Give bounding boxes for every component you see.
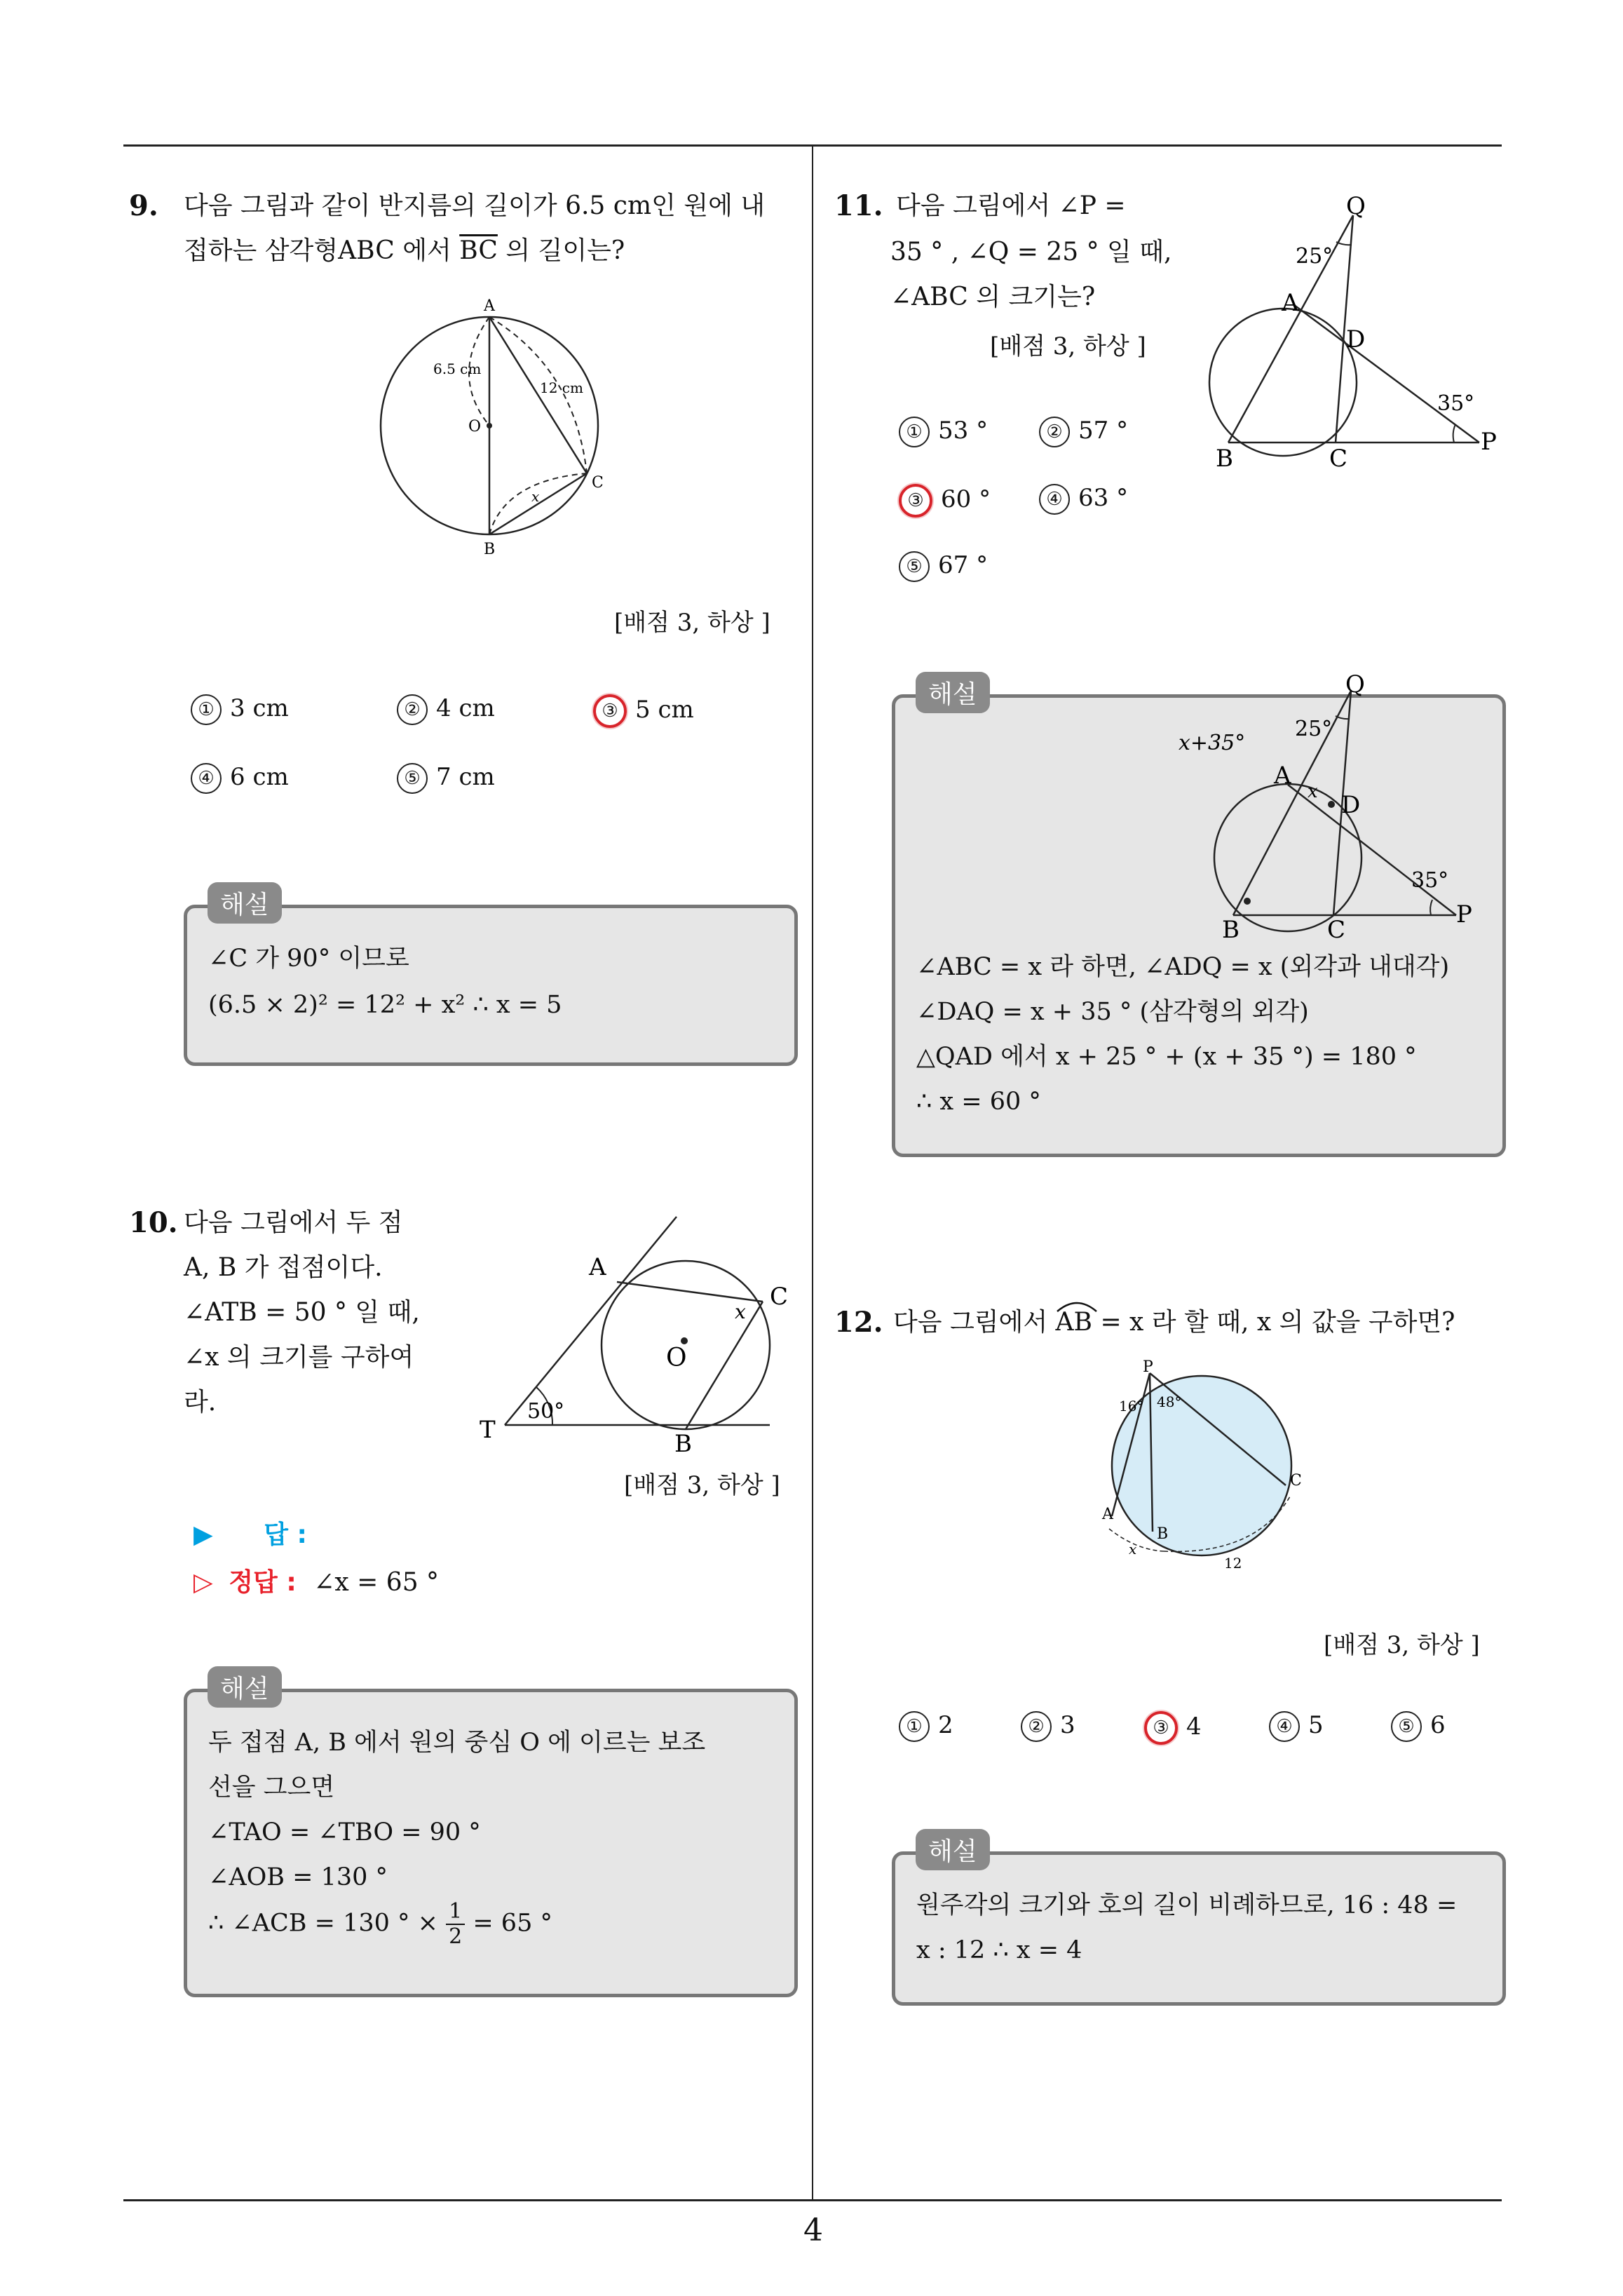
label-x: x (735, 1300, 746, 1323)
choice-1[interactable]: ① 3 cm (191, 694, 289, 725)
label-x: x (1129, 1541, 1137, 1558)
circle-triangle-figure (372, 291, 624, 561)
tangent-circle-figure (470, 1206, 799, 1459)
solution-line: x : 12 ∴ x = 4 (916, 1936, 1082, 1964)
label-x: x (1308, 781, 1318, 802)
choice-4[interactable]: ④ 5 (1269, 1711, 1324, 1742)
question-number: 10. (129, 1206, 178, 1239)
question-text: 다음 그림에서 AB = x 라 할 때, x 의 값을 구하면? (893, 1300, 1455, 1345)
label-a: A (1282, 289, 1299, 317)
label-a: A (589, 1253, 606, 1281)
choice-1[interactable]: ① 2 (899, 1711, 953, 1742)
question-number: 11. (834, 189, 883, 222)
choice-2[interactable]: ② 4 cm (397, 694, 495, 725)
label-angle-16: 16° (1119, 1398, 1144, 1414)
solution-tag: 해설 (208, 1666, 282, 1708)
solution-box (184, 1689, 798, 1997)
correct-answer-row: ▷ 정답 : ∠x = 65 ° (193, 1568, 440, 1597)
label-c: C (1290, 1472, 1302, 1490)
solution-line: 두 접점 A, B 에서 원의 중심 O 에 이르는 보조 (208, 1729, 706, 1757)
label-angle: 50° (527, 1399, 565, 1424)
label-q-angle: 25° (1295, 717, 1333, 741)
label-c: C (1327, 916, 1346, 944)
bottom-rule (123, 2199, 1502, 2201)
label-p: P (1481, 428, 1497, 456)
label-radius: 6.5 cm (433, 360, 482, 377)
solution-tag: 해설 (916, 1829, 990, 1870)
choice-4[interactable]: ④ 6 cm (191, 763, 289, 794)
solution-line: ∠DAQ = x + 35 ° (삼각형의 외각) (916, 998, 1309, 1026)
label-d: D (1346, 325, 1366, 353)
label-p-angle: 35° (1411, 868, 1449, 893)
answer-row: ▶ 답 : (193, 1520, 307, 1549)
label-o: O (468, 418, 482, 435)
choice-5[interactable]: ⑤ 67 ° (899, 551, 988, 582)
solution-line: ∠AOB = 130 ° (208, 1863, 388, 1891)
secant-figure (1199, 193, 1507, 473)
solution-line: ∠C 가 90° 이므로 (208, 945, 409, 973)
choice-1[interactable]: ① 53 ° (899, 417, 988, 447)
choice-5[interactable]: ⑤ 7 cm (397, 763, 495, 794)
label-c: C (770, 1283, 789, 1311)
score: [배점 3, 하상 ] (990, 332, 1146, 360)
solution-line: ∠TAO = ∠TBO = 90 ° (208, 1818, 481, 1846)
score: [배점 3, 하상 ] (1324, 1631, 1480, 1659)
fraction: $\frac{1}{2}$ (446, 1900, 465, 1949)
label-b: B (1216, 445, 1233, 473)
score: [배점 3, 하상 ] (614, 609, 770, 637)
score: [배점 3, 하상 ] (624, 1471, 780, 1499)
choice-3-selected[interactable]: ③ 4 (1144, 1711, 1202, 1745)
solution-line: △QAD 에서 x + 25 ° + (x + 35 °) = 180 ° (916, 1043, 1417, 1071)
solution-box (184, 905, 798, 1066)
inscribed-angle-figure (1094, 1358, 1311, 1576)
choice-4[interactable]: ④ 63 ° (1039, 484, 1128, 515)
solution-line: (6.5 × 2)² = 12² + x² ∴ x = 5 (208, 991, 562, 1019)
solution-box (892, 1851, 1506, 2006)
column-divider (812, 144, 813, 2199)
question-text-line: A, B 가 접점이다. (184, 1253, 383, 1282)
question-number: 9. (129, 189, 158, 222)
choice-3-selected[interactable]: ③ 5 cm (593, 694, 694, 728)
correct-arrow-icon: ▷ (193, 1568, 213, 1597)
arc-ab: AB (1056, 1300, 1092, 1345)
solution-tag: 해설 (208, 882, 282, 924)
question-text-line: ∠x 의 크기를 구하여 (184, 1343, 414, 1372)
label-d: D (1341, 791, 1361, 819)
solution-tag: 해설 (916, 672, 990, 713)
label-q: Q (1346, 192, 1366, 220)
page-number: 4 (803, 2213, 823, 2248)
solution-line: ∴ ∠ACB = 130 ° × $\frac{1}{2}$ = 65 ° (208, 1899, 552, 1949)
solution-line: 원주각의 크기와 호의 길이 비례하므로, 16 : 48 = (916, 1891, 1458, 1919)
label-b: B (674, 1430, 692, 1458)
label-o: O (666, 1344, 687, 1372)
choice-3-selected[interactable]: ③ 60 ° (899, 484, 991, 518)
question-number: 12. (834, 1306, 883, 1339)
label-a: A (484, 297, 495, 315)
question-text-line: 다음 그림에서 두 점 (184, 1208, 403, 1237)
label-p: P (1143, 1358, 1153, 1376)
solution-figure (1148, 670, 1472, 944)
label-length: 12 (1224, 1555, 1242, 1572)
segment-bc: $\overline{BC}$ (459, 236, 498, 265)
choice-2[interactable]: ② 57 ° (1039, 417, 1128, 447)
answer-arrow-icon: ▶ (193, 1520, 213, 1549)
label-exterior-angle: x+35° (1179, 731, 1246, 755)
question-text-line: 35 ° , ∠Q = 25 ° 일 때, (890, 238, 1172, 266)
question-text-line: 라. (184, 1388, 217, 1417)
question-text-line: ∠ABC 의 크기는? (890, 283, 1096, 311)
label-side: 12 cm (540, 379, 583, 396)
solution-box (892, 670, 1506, 1157)
label-q: Q (1345, 670, 1365, 698)
label-t: T (480, 1416, 496, 1444)
question-text-line2: 접하는 삼각형ABC 에서 $\overline{BC}$ 의 길이는? (184, 236, 625, 265)
choice-5[interactable]: ⑤ 6 (1391, 1711, 1446, 1742)
label-angle-48: 48° (1157, 1393, 1182, 1410)
arc-icon (1056, 1299, 1098, 1313)
label-b: B (1222, 916, 1240, 944)
solution-line: 선을 그으면 (208, 1774, 335, 1802)
label-p: P (1456, 900, 1472, 928)
label-b: B (484, 541, 496, 558)
choice-2[interactable]: ② 3 (1021, 1711, 1075, 1742)
label-c: C (1329, 445, 1348, 473)
question-text-line: ∠ATB = 50 ° 일 때, (184, 1298, 420, 1327)
label-b: B (1157, 1525, 1169, 1543)
solution-line: ∴ x = 60 ° (916, 1088, 1041, 1116)
label-c: C (592, 474, 604, 492)
question-text-line: 다음 그림에서 ∠P = (896, 191, 1126, 220)
label-a: A (1274, 762, 1291, 790)
label-p-angle: 35° (1437, 391, 1475, 416)
label-a: A (1102, 1506, 1113, 1523)
label-q-angle: 25° (1296, 244, 1333, 269)
label-x: x (531, 488, 540, 505)
question-text-line1: 다음 그림과 같이 반지름의 길이가 6.5 cm인 원에 내 (184, 191, 766, 220)
solution-line: ∠ABC = x 라 하면, ∠ADQ = x (외각과 내대각) (916, 953, 1450, 981)
